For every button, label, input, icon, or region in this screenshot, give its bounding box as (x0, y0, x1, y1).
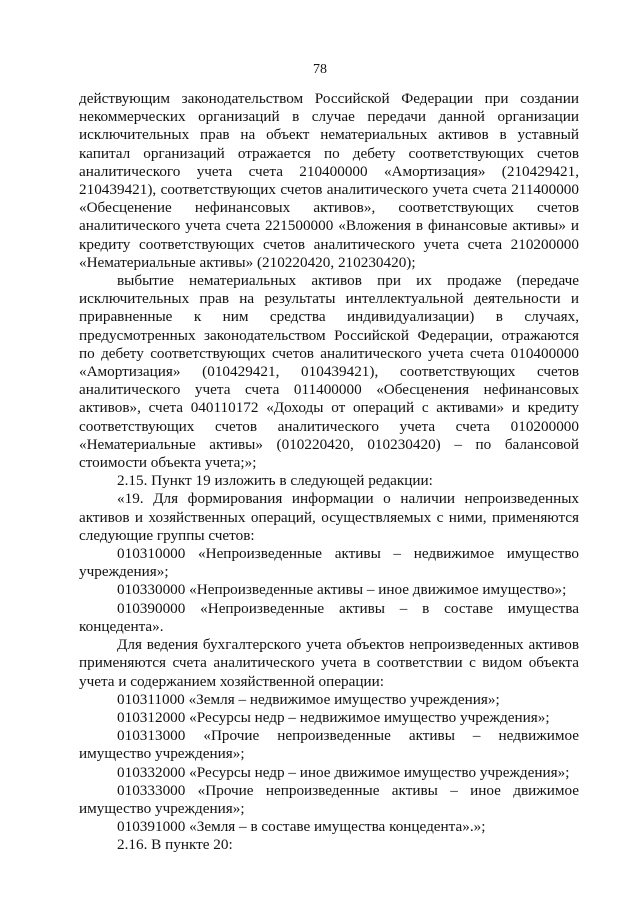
document-body (79, 90, 579, 855)
paragraph: 010311000 «Земля – недвижимое имущество учреждения»; (117, 690, 500, 708)
paragraph: 010333000 «Прочие непроизведенные активы – иное движимое имущество учреждения»; (79, 781, 579, 817)
page-number: 78 (313, 62, 327, 77)
paragraph: 010332000 «Ресурсы недр – иное движимое имущество учреждения»; (117, 763, 570, 781)
paragraph: 2.16. В пункте 20: (117, 836, 233, 854)
paragraph: 010390000 «Непроизведенные активы – в составе имущества концедента». (79, 599, 579, 635)
paragraph: 010330000 «Непроизведенные активы – иное движимое имущество»; (117, 581, 567, 599)
paragraph: действующим законодательством Российской Федерации при создании некоммерческих организаций в случае передачи данной организации исключительных прав на объект нематериальных активов в уставный капитал организаций отражается по дебету соответствующих счетов аналитического учета счета 210400000 «Амортизация» (210429421, 210439421), соответствующих счетов аналитического учета счета 211400000 «Обесценение нефинансовых активов», соответствующих счетов аналитического учета счета 221500000 «Вложения в финансовые активы» и кредиту соответствующих счетов аналитического учета счета 210200000 «Нематериальные активы» (210220420, 210230420); (79, 90, 579, 271)
paragraph: 010310000 «Непроизведенные активы – недвижимое имущество учреждения»; (79, 545, 579, 581)
paragraph: выбытие нематериальных активов при их продаже (передаче исключительных прав на результаты интеллектуальной деятельности и приравненные к ним средства индивидуализации) в случаях, предусмотренных законодательством Российской Федерации, отражаются по дебету соответствующих счетов аналитического учета счета 010400000 «Амортизация» (010429421, 010439421), соответствующих счетов аналитического учета счета 011400000 «Обесценения нефинансовых активов», счета 040110172 «Доходы от операций с активами» и кредиту соответствующих счетов аналитического учета счета 010200000 «Нематериальные активы» (010220420, 010230420) – по балансовой стоимости объекта учета;»; (79, 272, 579, 472)
paragraph: 010391000 «Земля – в составе имущества концедента».»; (117, 818, 486, 836)
paragraph: Для ведения бухгалтерского учета объектов непроизведенных активов применяются счета аналитического учета в соответствии с видом объекта учета и содержанием хозяйственной операции: (79, 636, 579, 690)
paragraph: 010313000 «Прочие непроизведенные активы – недвижимое имущество учреждения»; (79, 727, 579, 763)
paragraph: «19. Для формирования информации о наличии непроизведенных активов и хозяйственных операций, осуществляемых с ними, применяются следующие группы счетов: (79, 490, 579, 544)
paragraph: 010312000 «Ресурсы недр – недвижимое имущество учреждения»; (117, 708, 550, 726)
paragraph: 2.15. Пункт 19 изложить в следующей редакции: (117, 472, 433, 490)
